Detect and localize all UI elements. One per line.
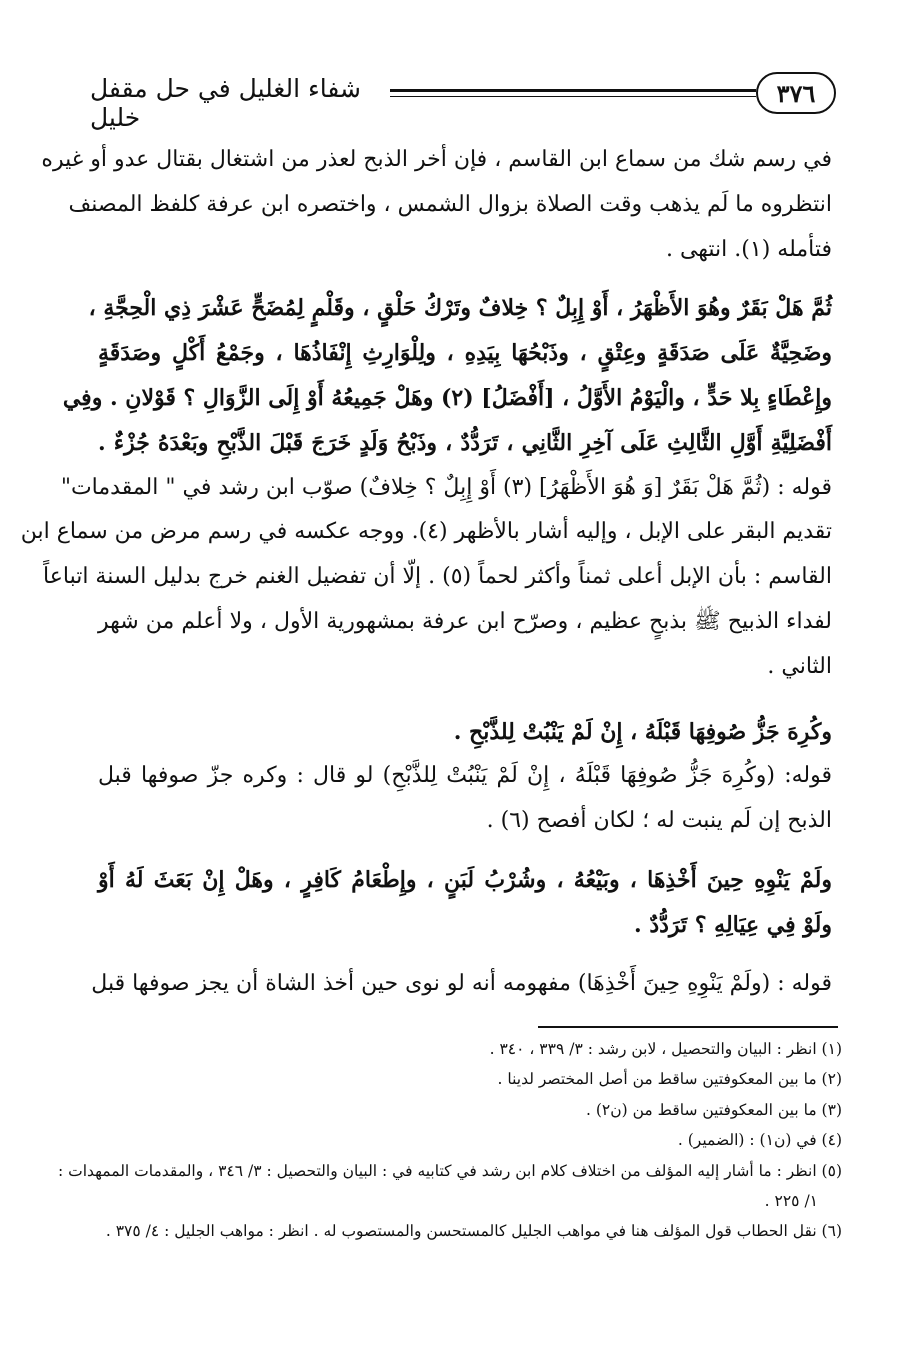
- footnote: (٣) ما بين المعكوفتين ساقط من (ن٢) .: [585, 1100, 842, 1119]
- footnote: (١) انظر : البيان والتحصيل ، لابن رشد : ٣/ ٣٣٩ ، ٣٤٠ .: [489, 1040, 842, 1058]
- body-line: قوله : (ثُمَّ هَلْ بَقَرٌ [وَ هُوَ الأَظْهَرُ] (٣) أَوْ إِبِلٌ ؟ خِلافٌ) صوّب ابن رشد في " المقدمات": [60, 474, 832, 500]
- matn-line: وضَحِيَّةٌ عَلَى صَدَقَةٍ وعِتْقٍ ، وذَبْحُهَا بِيَدِهِ ، ولِلْوَارِثِ إِنْفَاذُهَا ، وجَمْعُ أَكْلٍ وصَدَقَةٍ: [98, 340, 832, 367]
- body-line: قوله : (ولَمْ يَنْوِهِ حِينَ أَخْذِهَا) مفهومه أنه لو نوى حين أخذ الشاة أن يجز صوفها قبل: [91, 970, 832, 996]
- page-header: [90, 72, 836, 132]
- body-line: في رسم شك من سماع ابن القاسم ، فإن أخر الذبح لعذر من اشتغال بقتال عدو أو غيره: [41, 147, 832, 172]
- matn-line: ولَوْ فِي عِيَالِهِ ؟ تَرَدُّدٌ .: [634, 911, 832, 938]
- page-number: ٣٧٦: [756, 72, 836, 114]
- footnote-separator: [538, 1026, 838, 1028]
- footnote-continuation: ١/ ٢٢٥ .: [764, 1191, 818, 1210]
- body-line: انتظروه ما لَم يذهب وقت الصلاة بزوال الشمس ، واختصره ابن عرفة كلفظ المصنف: [68, 191, 832, 217]
- running-title: شفاء الغليل في حل مقفل خليل: [90, 74, 361, 132]
- footnotes: [57, 1034, 842, 1246]
- body-line: قوله: (وكُرِهَ جَزُّ صُوفِهَا قَبْلَهُ ، إِنْ لَمْ يَنْبُتْ لِلذَّبْحِ) لو قال : وكره جزّ صوفها قبل: [98, 763, 832, 789]
- body-line: الثاني .: [767, 653, 832, 679]
- header-rule: [390, 89, 756, 92]
- footnote: (٥) انظر : ما أشار إليه المؤلف من اختلاف كلام ابن رشد في كتابيه في : البيان والتحصيل : ٣/ ٣٤٦ ، والمقدمات الممهدات :: [57, 1161, 842, 1180]
- body-line: الذبح إن لَم ينبت له ؛ لكان أفصح (٦) .: [486, 808, 832, 834]
- matn-line: ثُمَّ هَلْ بَقَرٌ وهُوَ الأَظْهَرُ ، أَوْ إِبِلٌ ؟ خِلافٌ وتَرْكُ حَلْقٍ ، وقَلْمٍ لِمُضَحٍّ عَشْرَ ذِي الْحِجَّةِ ،: [88, 295, 832, 322]
- footnote: (٤) في (ن١) : (الضمير) .: [677, 1131, 842, 1150]
- header-rule-thin: [390, 96, 756, 97]
- matn-line: وكُرِهَ جَزُّ صُوفِهَا قَبْلَهُ ، إِنْ لَمْ يَنْبُتْ لِلذَّبْحِ .: [453, 718, 832, 745]
- body-line: فتأمله (١). انتهى .: [665, 236, 832, 262]
- footnote: (٦) نقل الحطاب قول المؤلف هنا في مواهب الجليل كالمستحسن والمستصوب له . انظر : مواهب الجليل : ٤/ ٣٧٥ .: [105, 1221, 842, 1240]
- body-line: القاسم : بأن الإبل أعلى ثمناً وأكثر لحماً (٥) . إلّا أن تفضيل الغنم خرج بدليل السنة اتباعاً: [43, 564, 832, 590]
- matn-line: ولَمْ يَنْوِهِ حِينَ أَخْذِهَا ، وبَيْعُهُ ، وشُرْبُ لَبَنٍ ، وإِطْعَامُ كَافِرٍ ، وهَلْ إِنْ بَعَثَ لَهُ أَوْ: [98, 866, 832, 893]
- body-text: [20, 138, 832, 1006]
- matn-line: أَفْضَلِيَّةِ أَوَّلِ الثَّالِثِ عَلَى آخِرِ الثَّانِي ، تَرَدُّدٌ ، وذَبْحُ وَلَدٍ خَرَجَ قَبْلَ الذَّبْحِ وبَعْدَهُ جُزْءٌ .: [98, 429, 832, 456]
- footnote: (٢) ما بين المعكوفتين ساقط من أصل المختصر لدينا .: [497, 1070, 842, 1089]
- body-line: تقديم البقر على الإبل ، وإليه أشار بالأظهر (٤). ووجه عكسه في رسم مرض من سماع ابن: [20, 519, 832, 545]
- matn-line: وإِعْطَاءٍ بِلا حَدٍّ ، والْيَوْمُ الأَوَّلُ ، [أَفْضَلُ] (٢) وهَلْ جَمِيعُهُ أَوْ إِلَى الزَّوَالِ ؟ قَوْلانِ . وفِي: [62, 384, 832, 411]
- body-line: لفداء الذبيح ﷺ بذبحٍ عظيم ، وصرّح ابن عرفة بمشهورية الأول ، ولا أعلم من شهر: [98, 608, 832, 634]
